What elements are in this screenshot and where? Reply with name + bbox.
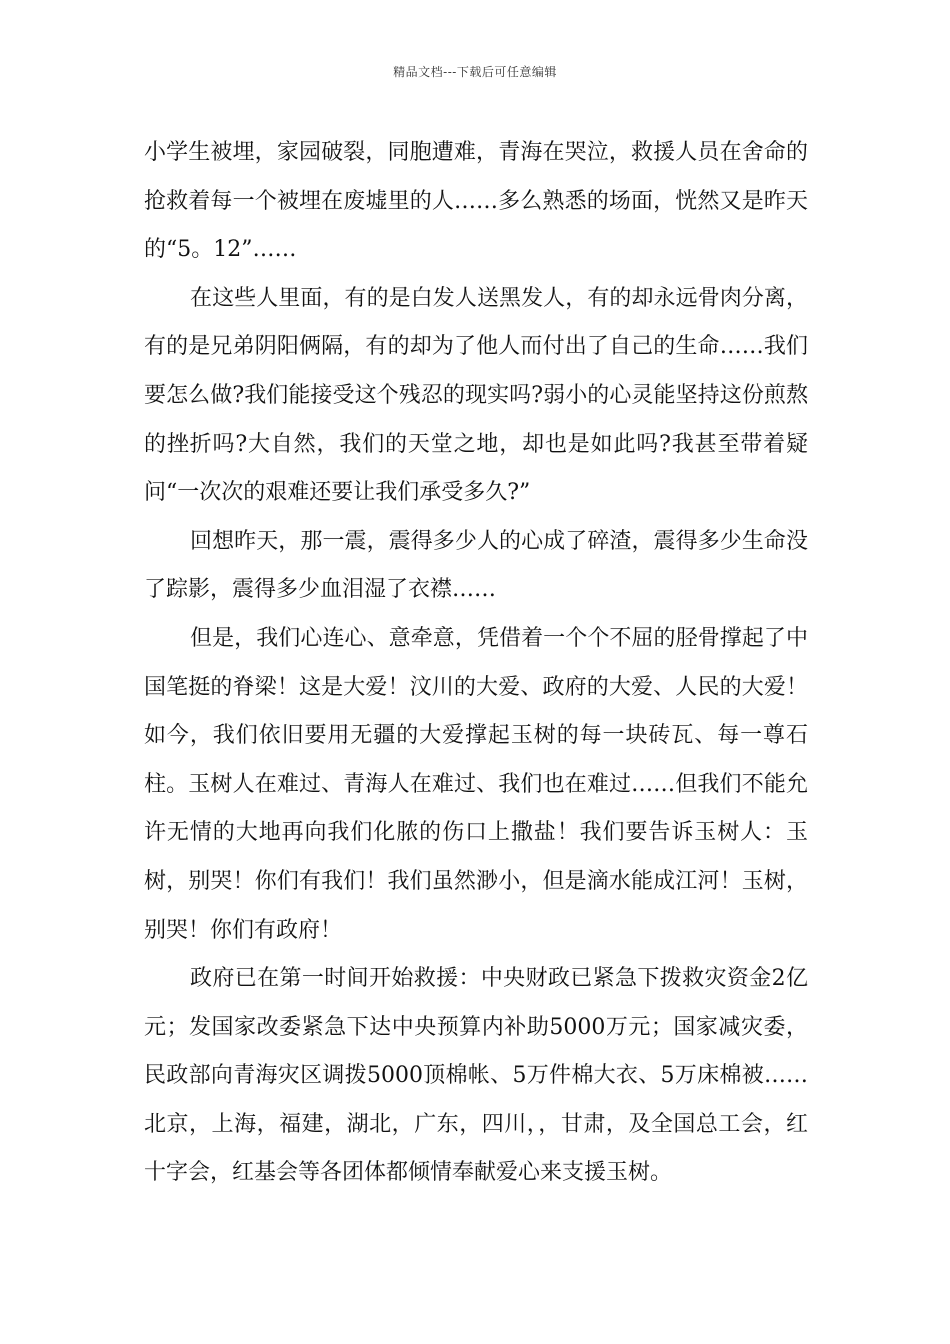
paragraph-5: 政府已在第一时间开始救援：中央财政已紧急下拨救灾资金2亿元；发国家改委紧急下达中央预算内补助5000万元；国家减灾委，民政部向青海灾区调拨5000顶棉帐、5万件棉大衣、5万床棉被……北京，上海，福建，湖北，广东，四川，，甘肃，及全国总工会，红十字会，红基会等各团体都倾情奉献爱心来支援玉树。 (144, 966, 808, 1186)
paragraph-1: 小学生被埋，家园破裂，同胞遭难，青海在哭泣，救援人员在舍命的抢救着每一个被埋在废墟里的人……多么熟悉的场面，恍然又是昨天的“5。12”…… (144, 140, 808, 263)
paragraph-3: 回想昨天，那一震，震得多少人的心成了碎渣，震得多少生命没了踪影，震得多少血泪湿了衣襟…… (144, 528, 808, 603)
paragraph-4: 但是，我们心连心、意牵意，凭借着一个个不屈的胫骨撑起了中国笔挺的脊梁！这是大爱！汶川的大爱、政府的大爱、人民的大爱！如今，我们依旧要用无疆的大爱撑起玉树的每一块砖瓦、每一尊石柱。玉树人在难过、青海人在难过、我们也在难过……但我们不能允许无情的大地再向我们化脓的伤口上撒盐！我们要告诉玉树人：玉树，别哭！你们有我们！我们虽然渺小，但是滴水能成江河！玉树，别哭！你们有政府！ (144, 625, 808, 943)
document-body (144, 129, 808, 1198)
paragraph-2: 在这些人里面，有的是白发人送黑发人，有的却永远骨肉分离，有的是兄弟阴阳俩隔，有的却为了他人而付出了自己的生命……我们要怎么做?我们能接受这个残忍的现实吗?弱小的心灵能坚持这份煎熬的挫折吗?大自然，我们的天堂之地，却也是如此吗?我甚至带着疑问“一次次的艰难还要让我们承受多久?” (144, 285, 808, 506)
page-header: 精品文档---下载后可任意编辑 (393, 65, 557, 79)
